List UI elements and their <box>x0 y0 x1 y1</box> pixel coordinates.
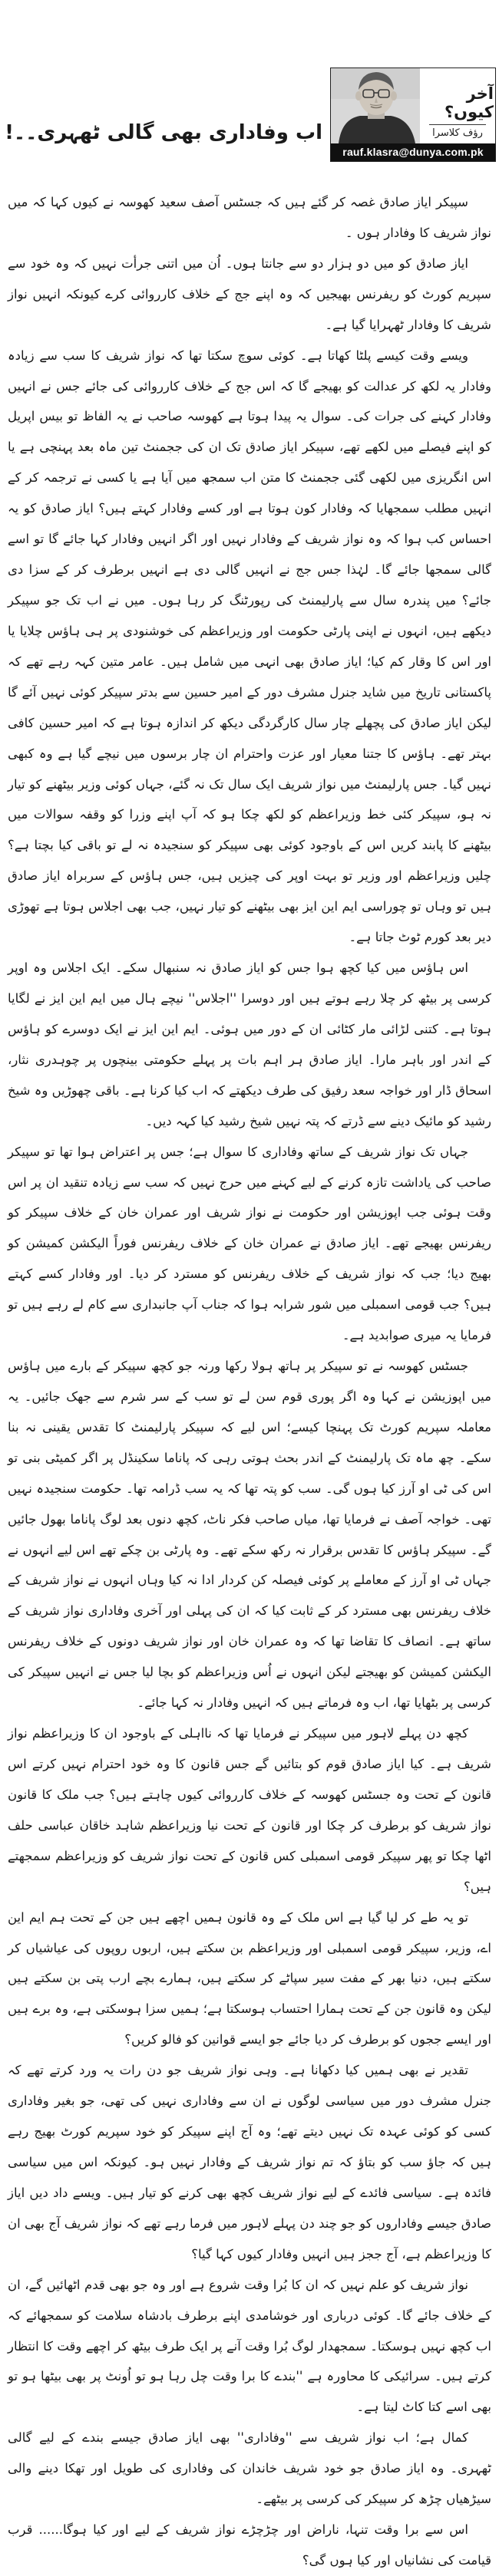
paragraph: تو یہ طے کر لیا گیا ہے اس ملک کے وہ قانون ہمیں اچھے ہیں جن کے تحت ہم ایم این اے، وزیر، سپیکر قومی اسمبلی اور وزیراعظم بن سکتے ہیں، اربوں روپوں کی عیاشیاں کر سکتے ہیں، دنیا بھر کے مفت سیر سپاٹے کر سکتے ہیں، ہمارے بچے ارب پتی بن سکتے ہیں لیکن وہ قانون جن کے تحت ہمارا احتساب ہوسکتا ہے؛ ہمیں سزا ہوسکتی ہے، وہ برے ہیں اور ایسے ججوں کو برطرف کر دیا جائے جو ایسے قوانین کو فالو کریں؟ <box>8 1909 491 2047</box>
article-body <box>0 186 499 2576</box>
masthead-content <box>331 68 495 143</box>
paragraph: اس ہاؤس میں کیا کچھ ہوا جس کو ایاز صادق نہ سنبھال سکے۔ ایک اجلاس وہ اوپر کرسی پر بیٹھ کر چلا رہے ہوتے ہیں اور دوسرا ''اجلاس'' نیچے ہال میں ایم این ایز نے لگایا ہوتا ہے۔ کتنی لڑائی مار کٹائی ان کے دور میں ہوئی۔ ایم این ایز نے ایک دوسرے کو ہاؤس کے اندر اور باہر مارا۔ ایاز صادق ہر اہم بات پر پہلے حکومتی بینچوں پر چوہدری نثار، اسحاق ڈار اور خواجہ سعد رفیق کی طرف دیکھتے کہ اب کیا کرنا ہے۔ باقی چھوڑیں وہ شیخ رشید کو مائیک دینے سے ڈرتے کہ پتہ نہیں شیخ رشید کیا کہہ دیں۔ <box>8 960 491 1128</box>
masthead-left <box>420 68 495 143</box>
page-header <box>0 0 499 186</box>
paragraph: نواز شریف کو علم نہیں کہ ان کا بُرا وقت شروع ہے اور وہ جو بھی قدم اٹھائیں گے، ان کے خلاف جائے گا۔ کوئی درباری اور خوشامدی اپنے برطرف بادشاہ سلامت کو سمجھائے کہ اب کچھ نہیں ہوسکتا۔ سمجھدار لوگ بُرا وقت آنے پر ایک طرف بیٹھ کر اچھے وقت کا انتظار کرتے ہیں۔ سرائیکی کا محاورہ ہے ''بندے کا برا وقت چل رہا ہو تو اُونٹ پر بھی بیٹھا ہو تو بھی اسے کتا کاٹ لیتا ہے۔ <box>8 2277 491 2415</box>
masthead-divider <box>429 124 485 125</box>
column-logo-title: آخر کیوں؟ <box>444 84 494 121</box>
paragraph: اس سے برا وقت تنہا، ناراض اور چڑچڑے نواز شریف کے لیے اور کیا ہوگا...... قرب قیامت کی نشانیاں اور کیا ہوں گی؟ <box>8 2522 491 2568</box>
paragraph: کچھ دن پہلے لاہور میں سپیکر نے فرمایا تھا کہ نااہلی کے باوجود ان کا وزیراعظم نواز شریف ہے۔ کیا ایاز صادق قوم کو بتائیں گے جس قانون کا وہ خود احترام نہیں کرتے اس قانون کے تحت وہ جسٹس کھوسہ کے خلاف کارروائی کیوں چاہتے ہیں؟ جب ملک کا قانون نواز شریف کو برطرف کر چکا اور قانون کے تحت نیا وزیراعظم شاہد خاقان عباسی حلف اٹھا چکا تو پھر سپیکر قومی اسمبلی کس قانون کے تحت نواز شریف کو وزیراعظم سمجھتے ہیں؟ <box>8 1726 491 1894</box>
author-photo <box>331 68 420 143</box>
paragraph: جہاں تک نواز شریف کے ساتھ وفاداری کا سوال ہے؛ جس پر اعتراض ہوا تھا تو سپیکر صاحب کی یاداشت تازہ کرنے کے لیے کہنے میں حرج نہیں کہ سب سے زیادہ تنقید ان پر اس وقت ہوئی جب اپوزیشن اور حکومت نے نواز شریف اور عمران خان کے خلاف سپیکر کو ریفرنس بھیجے تھے۔ ایاز صادق نے عمران خان کے خلاف ریفرنس فوراً الیکشن کمیشن کو بھیج دیا؛ جب کہ نواز شریف کے خلاف ریفرنس کو مسترد کر دیا۔ اور وفادار کسے کہتے ہیں؟ جب قومی اسمبلی میں شور شرابہ ہوا کہ جناب آپ جانبداری سے کام لے رہے ہیں تو فرمایا یہ میری صوابدید ہے۔ <box>8 1144 491 1343</box>
paragraph: ایاز صادق کو میں دو ہزار دو سے جانتا ہوں۔ اُن میں اتنی جرأت نہیں کہ وہ خود سے سپریم کورٹ کو ریفرنس بھیجیں کہ وہ اپنے جج کے خلاف کارروائی کرے کیونکہ انہیں نواز شریف کا وفادار ٹھہرایا گیا ہے۔ <box>8 255 491 332</box>
paragraph: جسٹس کھوسہ نے تو سپیکر پر ہاتھ ہولا رکھا ورنہ جو کچھ سپیکر کے بارے میں ہاؤس میں اپوزیشن نے کہا وہ اگر پوری قوم سن لے تو سب کے سر شرم سے جھک جائیں۔ یہ معاملہ سپریم کورٹ تک پہنچا کیسے؛ اس لیے کہ سپیکر پارلیمنٹ کا تقدس یقینی نہ بنا سکے۔ چھ ماہ تک پارلیمنٹ کے اندر بحث ہوتی رہی کہ پاناما سکینڈل پر اگر کمیٹی بنی تو اس کی ٹی او آرز کیا ہوں گی۔ سب کو پتہ تھا کہ یہ سب ڈرامہ تھا۔ حکومت سنجیدہ نہیں تھی۔ خواجہ آصف نے فرمایا تھا، میاں صاحب فکر ناٹ، کچھ دنوں بعد لوگ پاناما بھول جائیں گے۔ سپیکر ہاؤس کا تقدس برقرار نہ رکھ سکے تھے۔ وہ پارٹی بن چکے تھے اس لیے انہوں نے جہاں ٹی او آرز کے معاملے پر کوئی فیصلہ کن کردار ادا نہ کیا وہاں انہوں نے نواز شریف کے خلاف ریفرنس بھی مسترد کر کے ثابت کیا کہ ان کی پہلی اور آخری وفاداری نواز شریف کے ساتھ ہے۔ انصاف کا تقاضا تھا کہ وہ عمران خان اور نواز شریف دونوں کے خلاف ریفرنس الیکشن کمیشن کو بھیجتے لیکن انہوں نے اُس وزیراعظم کو بچا لیا جس نے انہیں سپیکر کی کرسی پر بٹھایا تھا، اب وہ فرماتے ہیں کہ انہیں وفادار نہ کہا جائے۔ <box>8 1359 491 1711</box>
article-title: اب وفاداری بھی گالی ٹھہری۔۔! <box>5 121 322 144</box>
paragraph: سپیکر ایاز صادق غصہ کر گئے ہیں کہ جسٹس آصف سعید کھوسہ نے کیوں کہا کہ میں نواز شریف کا وفادار ہوں ۔ <box>8 195 491 240</box>
masthead-box <box>330 68 496 162</box>
paragraph: ویسے وقت کیسے پلٹا کھاتا ہے۔ کوئی سوچ سکتا تھا کہ نواز شریف کا سب سے زیادہ وفادار یہ لکھ کر عدالت کو بھیجے گا کہ اس جج کے خلاف کارروائی کی جائے جس نے انہیں وفادار کہنے کی جرات کی۔ سوال یہ پیدا ہوتا ہے کھوسہ صاحب نے یہ الفاظ تو بیس اپریل کو اپنے فیصلے میں لکھے تھے، سپیکر ایاز صادق تک ان کی ججمنٹ تین ماہ بعد پہنچی ہے یا اس انگریزی میں لکھی گئی ججمنٹ کا متن اب سمجھ میں آیا ہے یا کسی نے ترجمہ کر کے انہیں مطلب سمجھایا کہ وفادار کون ہوتا ہے اور کسے وفادار کہتے ہیں؟ ایاز صادق کو یہ احساس کب ہوا کہ وہ نواز شریف کے وفادار نہیں اور اگر انہیں وفادار کہا جائے گا تو اسے گالی سمجھا جائے گا۔ لہٰذا جس جج نے انہیں گالی دی ہے انہیں برطرف کر کے سزا دی جائے؟ میں پندرہ سال سے پارلیمنٹ کی رپورٹنگ کر رہا ہوں۔ میں نے اب تک جو سپیکر دیکھے ہیں، انہوں نے اپنی پارٹی حکومت اور وزیراعظم کی خوشنودی پر ہی ہاؤس چلایا یا اور اس کا وقار کم کیا؛ ایاز صادق بھی انہی میں شامل ہیں۔ عامر متین کہہ رہے تھے کہ پاکستانی تاریخ میں شاید جنرل مشرف دور کے امیر حسین سے بدتر سپیکر کوئی نہیں آئے گا لیکن ایاز صادق کی پچھلے چار سال کارگردگی دیکھ کر اندازہ ہوتا ہے کہ امیر حسین کافی بہتر تھے۔ ہاؤس کا جتنا معیار اور عزت واحترام ان چار برسوں میں نیچے گیا ہے وہ کبھی نہیں گیا۔ جس پارلیمنٹ میں نواز شریف ایک سال تک نہ گئے، جہاں کوئی وزیر بیٹھنے کو تیار نہ ہو، سپیکر کئی خط وزیراعظم کو لکھ چکا ہو کہ آپ اپنے وزرا کو وقفہ سوالات میں بیٹھنے کا پابند کریں اس کے باوجود کوئی بھی سپیکر کو سنجیدہ نہ لے تو باقی کیا بچتا ہے؟ چلیں وزیراعظم اور وزیر تو بہت اوپر کی چیزیں ہیں، جس ہاؤس کے سربراہ ایاز صادق ہیں تو وہاں تو چوراسی ایم این ایز بھی بیٹھنے کو تیار نہیں، جب بھی اجلاس ہوتا ہے تھوڑی دیر بعد کورم ٹوٹ جاتا ہے۔ <box>8 348 491 945</box>
paragraph: تقدیر نے بھی ہمیں کیا دکھانا ہے۔ وہی نواز شریف جو دن رات یہ ورد کرتے تھے کہ جنرل مشرف دور میں سیاسی لوگوں نے ان سے وفاداری نہیں کی تھی، جو بغیر وفاداری کسی کو کوئی عہدہ تک نہیں دیتے تھے؛ وہ آج اپنے سپیکر کو خود سپریم کورٹ بھیج رہے ہیں کہ جاؤ سب کو بتاؤ کہ تم نواز شریف کے وفادار نہیں ہو۔ کیونکہ اس میں سیاسی فائدہ ہے۔ سیاسی فائدے کے لیے نواز شریف کچھ بھی کرنے کو تیار ہیں۔ ویسے داد دیں ایاز صادق جیسے وفاداروں کو جو چند دن پہلے لاہور میں فرما رہے تھے کہ نواز شریف آج بھی ان کا وزیراعظم ہے، آج ججز ہیں انہیں وفادار کیوں کہا گیا؟ <box>8 2063 491 2261</box>
paragraph: کمال ہے؛ اب نواز شریف سے ''وفاداری'' بھی ایاز صادق جیسے بندے کے لیے گالی ٹھہری۔ وہ ایاز صادق جو خود شریف خاندان کی وفاداری کی طویل اور تھکا دینے والی سیڑھیاں چڑھ کر سپیکر کی کرسی پر بیٹھے۔ <box>8 2430 491 2507</box>
author-name: رؤف کلاسرا <box>432 127 483 139</box>
author-email-bar: rauf.klasra@dunya.com.pk <box>331 143 495 161</box>
